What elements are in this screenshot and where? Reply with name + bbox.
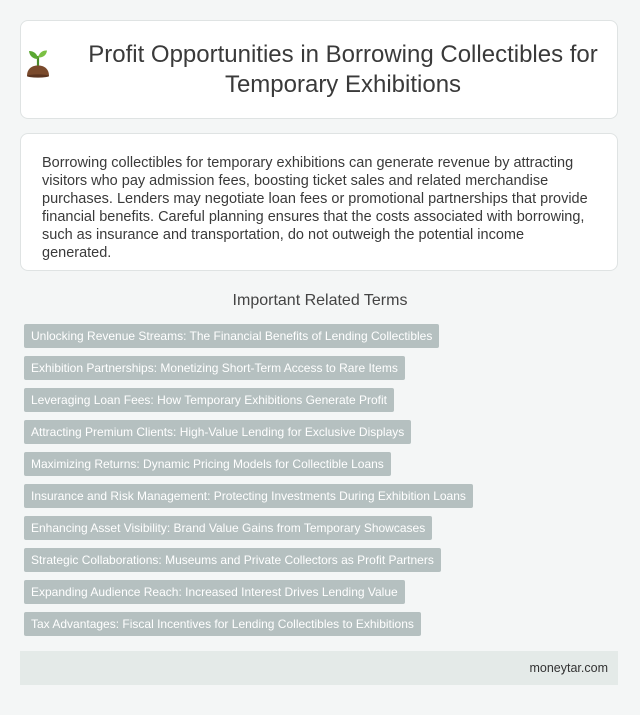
related-term-tag[interactable]: Tax Advantages: Fiscal Incentives for Lending Collectibles to Exhibitions: [24, 612, 421, 636]
related-term-tag[interactable]: Strategic Collaborations: Museums and Private Collectors as Profit Partners: [24, 548, 441, 572]
related-terms-heading: Important Related Terms: [232, 292, 408, 309]
page-title: Profit Opportunities in Borrowing Collectibles for Temporary Exhibitions: [88, 40, 598, 98]
related-term-tag[interactable]: Attracting Premium Clients: High-Value Lending for Exclusive Displays: [24, 420, 411, 444]
intro-paragraph: Borrowing collectibles for temporary exhibitions can generate revenue by attracting visitors who pay admission fees, boosting ticket sales and related merchandise purchases. Lenders may negotiate loan fees or promotional partnerships that provide financial benefits. Careful planning ensures that the costs associated with borrowing, such as insurance and transportation, do not outweigh the potential income generated.: [42, 155, 588, 261]
related-term-tag[interactable]: Leveraging Loan Fees: How Temporary Exhibitions Generate Profit: [24, 388, 394, 412]
related-term-tag[interactable]: Enhancing Asset Visibility: Brand Value Gains from Temporary Showcases: [24, 516, 432, 540]
related-term-tag[interactable]: Insurance and Risk Management: Protecting Investments During Exhibition Loans: [24, 484, 473, 508]
related-term-tag[interactable]: Expanding Audience Reach: Increased Interest Drives Lending Value: [24, 580, 405, 604]
related-term-tag[interactable]: Exhibition Partnerships: Monetizing Short-Term Access to Rare Items: [24, 356, 405, 380]
footer-site-link[interactable]: moneytar.com: [529, 661, 608, 675]
related-terms-list: [24, 324, 624, 636]
intro-card: [20, 133, 618, 271]
related-term-tag[interactable]: Maximizing Returns: Dynamic Pricing Models for Collectible Loans: [24, 452, 391, 476]
title-wrap: [21, 40, 617, 100]
related-term-tag[interactable]: Unlocking Revenue Streams: The Financial Benefits of Lending Collectibles: [24, 324, 439, 348]
sprout-icon: [21, 46, 55, 80]
footer: [20, 651, 618, 685]
title-card: [20, 20, 618, 119]
